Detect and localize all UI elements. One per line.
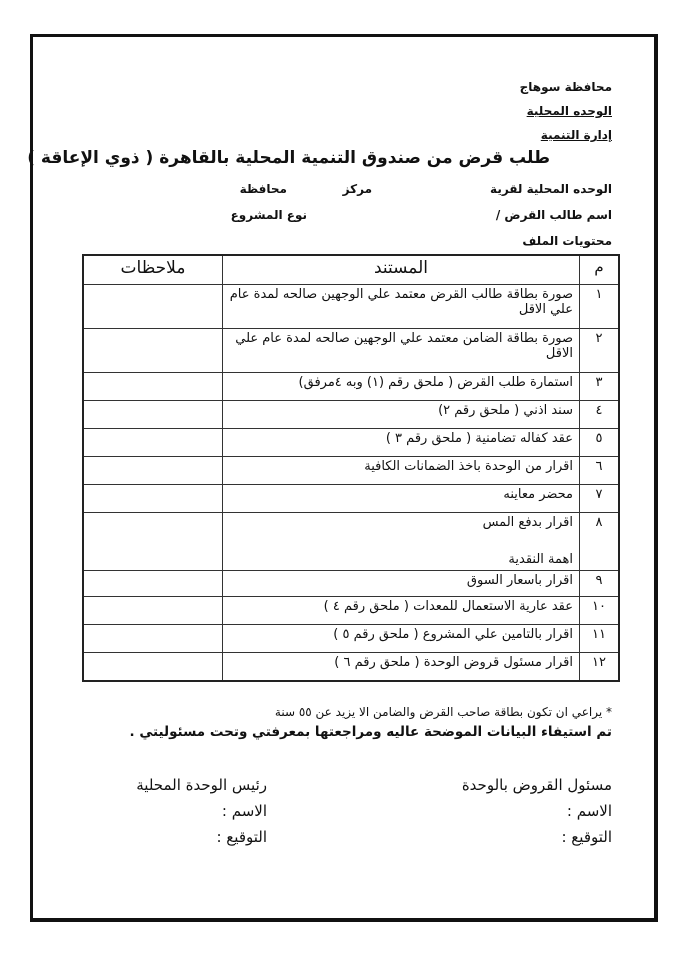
row-notes[interactable]	[83, 485, 223, 513]
document-text: اقرار مسئول قروض الوحدة ( ملحق رقم ٦ )	[334, 655, 573, 670]
table-row	[83, 373, 619, 401]
applicant-name-label: اسم طالب القرض /	[495, 208, 612, 222]
table-row	[83, 285, 619, 329]
row-number: ٧	[580, 485, 620, 513]
row-notes[interactable]	[83, 401, 223, 429]
row-notes[interactable]	[83, 513, 223, 571]
header-document: المستند	[223, 255, 580, 285]
age-note: * يراعي ان تكون بطاقة صاحب القرض والضامن الا يزيد عن ٥٥ سنة	[274, 705, 612, 719]
file-contents-label: محتويات الملف	[522, 234, 612, 248]
row-number: ٣	[580, 373, 620, 401]
row-document	[223, 373, 580, 401]
village-unit-label: الوحده المحلية لقرية	[490, 182, 612, 196]
row-number: ٥	[580, 429, 620, 457]
table-header-row	[83, 255, 619, 285]
row-document	[223, 285, 580, 329]
row-number: ١٠	[580, 597, 620, 625]
header-num: م	[580, 255, 620, 285]
row-document	[223, 329, 580, 373]
document-text: سند اذني ( ملحق رقم ٢)	[438, 403, 573, 418]
row-number: ٤	[580, 401, 620, 429]
table-row	[83, 485, 619, 513]
table-row	[83, 457, 619, 485]
form-title: طلب قرض من صندوق التنمية المحلية بالقاهرة ( ذوي الإعاقة )	[27, 148, 550, 168]
row-number: ٨	[580, 513, 620, 571]
header-notes: ملاحظات	[83, 255, 223, 285]
document-text: استمارة طلب القرض ( ملحق رقم (١) وبه ٤مرفق)	[298, 375, 573, 390]
document-text: اقرار بالتامين علي المشروع ( ملحق رقم ٥ )	[333, 627, 573, 642]
document-text: عقد عارية الاستعمال للمعدات ( ملحق رقم ٤ )	[323, 599, 573, 614]
row-number: ٩	[580, 571, 620, 597]
loan-officer-title: مسئول القروض بالوحدة	[461, 776, 612, 794]
row-document	[223, 597, 580, 625]
document-text: عقد كفاله تضامنية ( ملحق رقم ٣ )	[385, 431, 573, 446]
loan-officer-name-label: الاسم :	[566, 802, 612, 820]
row-number: ٢	[580, 329, 620, 373]
row-document	[223, 653, 580, 681]
unit-head-name-label: الاسم :	[221, 802, 267, 820]
row-notes[interactable]	[83, 653, 223, 681]
document-text: اقرار بدفع المس	[482, 515, 573, 530]
row-notes[interactable]	[83, 571, 223, 597]
table-row	[83, 625, 619, 653]
project-type-label: نوع المشروع	[230, 208, 307, 222]
department-header: إدارة التنمية	[540, 128, 612, 142]
table-row	[83, 329, 619, 373]
confirmation-statement: تم استيفاء البيانات الموضحة عاليه ومراجعتها بمعرفتي وتحت مسئوليتي .	[129, 724, 612, 740]
documents-table	[82, 254, 620, 682]
document-text-line2: اهمة النقدية	[508, 552, 573, 567]
center-label: مركز	[342, 182, 372, 196]
row-number: ٦	[580, 457, 620, 485]
document-text: اقرار من الوحدة باخذ الضمانات الكافية	[364, 459, 573, 474]
table-row	[83, 597, 619, 625]
row-document	[223, 513, 580, 571]
row-notes[interactable]	[83, 457, 223, 485]
row-number: ١٢	[580, 653, 620, 681]
row-document	[223, 457, 580, 485]
table-row	[83, 513, 619, 571]
row-number: ١١	[580, 625, 620, 653]
document-text: محضر معاينه	[503, 487, 573, 502]
row-notes[interactable]	[83, 429, 223, 457]
row-notes[interactable]	[83, 625, 223, 653]
row-notes[interactable]	[83, 285, 223, 329]
table-row	[83, 401, 619, 429]
local-unit-header: الوحده المحلية	[526, 104, 612, 118]
row-document	[223, 429, 580, 457]
governorate-label: محافظة	[239, 182, 287, 196]
loan-officer-signature-label: التوقيع :	[561, 828, 612, 846]
document-text: اقرار باسعار السوق	[466, 573, 573, 588]
row-notes[interactable]	[83, 373, 223, 401]
row-document	[223, 485, 580, 513]
table-row	[83, 571, 619, 597]
row-notes[interactable]	[83, 329, 223, 373]
row-number: ١	[580, 285, 620, 329]
unit-head-signature-block	[136, 772, 267, 850]
row-notes[interactable]	[83, 597, 223, 625]
unit-head-signature-label: التوقيع :	[216, 828, 267, 846]
document-text: صورة بطاقة الضامن معتمد علي الوجهين صالحه لمدة عام علي الاقل	[235, 331, 573, 361]
table-row	[83, 429, 619, 457]
table-row	[83, 653, 619, 681]
document-text: صورة بطاقة طالب القرض معتمد علي الوجهين صالحه لمدة عام علي الاقل	[229, 287, 573, 317]
loan-officer-signature-block	[462, 772, 612, 850]
row-document	[223, 401, 580, 429]
unit-head-title: رئيس الوحدة المحلية	[136, 776, 267, 794]
row-document	[223, 625, 580, 653]
governorate-header: محافظة سوهاج	[519, 80, 612, 94]
row-document	[223, 571, 580, 597]
